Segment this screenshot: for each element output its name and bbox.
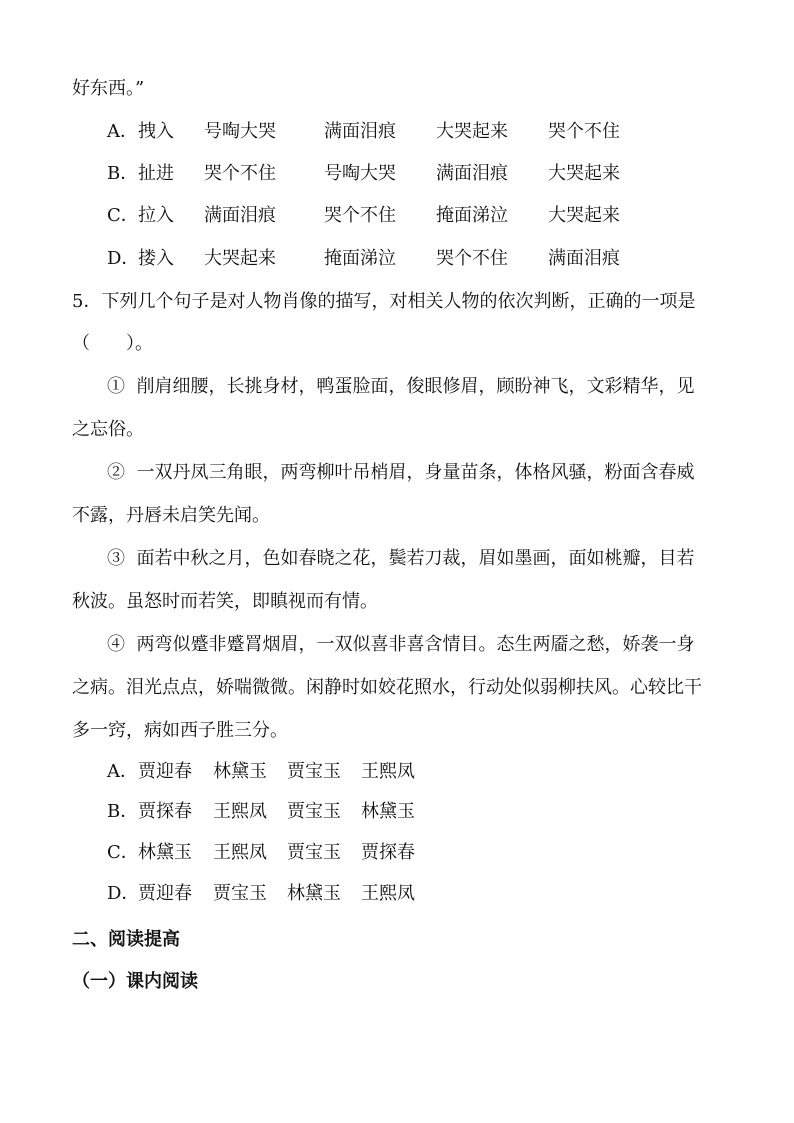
option-item: 满面泪痕 (548, 248, 620, 269)
option-item: 贾迎春 (138, 883, 192, 904)
option-letter: B． (107, 801, 139, 822)
option-letter: A． (107, 761, 138, 782)
passage-3-line-2: 秋波。虽怒时而若笑，即瞋视而有情。 (72, 591, 378, 612)
q5-option-d (0, 882, 794, 1050)
option-letter: D． (107, 248, 140, 269)
option-item: 满面泪痕 (436, 163, 508, 184)
section-title: 二、阅读提高 (72, 929, 180, 950)
subsection-title: （一）课内阅读 (72, 971, 198, 992)
q5-stem-line-2: （ ）。 (72, 333, 153, 354)
intro-line: 好东西。” (72, 78, 145, 99)
option-item: 拽入 (138, 121, 174, 142)
passage-4-line-1: ④ 两弯似蹙非蹙罥烟眉，一双似喜非喜含情目。态生两靥之愁，娇袭一身 (107, 634, 695, 655)
option-letter: C． (107, 842, 139, 863)
option-item: 号啕大哭 (204, 121, 276, 142)
option-item: 王熙凤 (361, 883, 415, 904)
option-item: 王熙凤 (213, 842, 267, 863)
option-item: 满面泪痕 (204, 205, 276, 226)
option-item: 哭个不住 (324, 205, 396, 226)
option-item: 哭个不住 (548, 121, 620, 142)
option-item: 大哭起来 (204, 248, 276, 269)
option-item: 大哭起来 (548, 163, 620, 184)
option-item: 大哭起来 (436, 121, 508, 142)
option-item: 林黛玉 (361, 801, 415, 822)
passage-4-line-2: 之病。泪光点点，娇喘微微。闲静时如姣花照水，行动处似弱柳扶风。心较比干 (72, 677, 702, 698)
option-item: 王熙凤 (361, 761, 415, 782)
option-item: 王熙凤 (213, 801, 267, 822)
option-item: 掩面涕泣 (324, 248, 396, 269)
option-item: 哭个不住 (436, 248, 508, 269)
option-item: 贾迎春 (138, 761, 192, 782)
option-item: 贾宝玉 (287, 801, 341, 822)
passage-4-line-3: 多一窍，病如西子胜三分。 (72, 720, 288, 741)
passage-3-line-1: ③ 面若中秋之月，色如春晓之花，鬓若刀裁，眉如墨画，面如桃瓣，目若 (107, 548, 695, 569)
passage-1-line-2: 之忘俗。 (72, 419, 144, 440)
passage-2-line-2: 不露，丹唇未启笑先闻。 (72, 505, 270, 526)
option-item: 贾探春 (361, 842, 415, 863)
option-item: 搂入 (138, 248, 174, 269)
option-item: 贾探春 (138, 801, 192, 822)
passage-1-line-1: ① 削肩细腰，长挑身材，鸭蛋脸面，俊眼修眉，顾盼神飞，文彩精华，见 (107, 376, 695, 397)
passage-2-line-1: ② 一双丹凤三角眼，两弯柳叶吊梢眉，身量苗条，体格风骚，粉面含春威 (107, 462, 695, 483)
option-item: 贾宝玉 (213, 883, 267, 904)
option-item: 贾宝玉 (287, 842, 341, 863)
option-item: 号啕大哭 (324, 163, 396, 184)
option-letter: A． (107, 121, 138, 142)
option-item: 满面泪痕 (324, 121, 396, 142)
option-letter: B． (107, 163, 139, 184)
q5-stem-line-1: 5．下列几个句子是对人物肖像的描写，对相关人物的依次判断，正确的一项是 (72, 291, 696, 312)
option-item: 大哭起来 (548, 205, 620, 226)
option-letter: C． (107, 205, 139, 226)
option-item: 贾宝玉 (287, 761, 341, 782)
option-item: 掩面涕泣 (436, 205, 508, 226)
option-item: 哭个不住 (204, 163, 276, 184)
option-item: 林黛玉 (213, 761, 267, 782)
option-item: 拉入 (138, 205, 174, 226)
option-item: 扯进 (138, 163, 174, 184)
option-letter: D． (107, 883, 140, 904)
option-item: 林黛玉 (287, 883, 341, 904)
option-item: 林黛玉 (138, 842, 192, 863)
